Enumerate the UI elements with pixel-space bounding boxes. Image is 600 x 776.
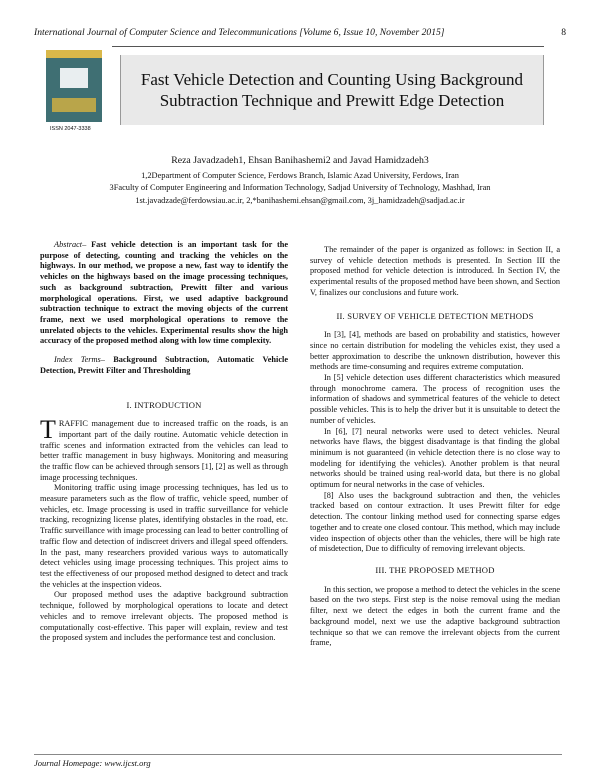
cover-logo-box: [60, 68, 88, 88]
section-heading-proposed: III. THE PROPOSED METHOD: [375, 564, 495, 575]
section-heading-intro: I. INTRODUCTION: [126, 400, 202, 411]
survey-paragraph-3: In [6], [7] neural networks were used to detect vehicles. Neural networks have flaws, the biggest disadvantage is that finding the global minimum is not guaranteed (in vehicle detection there is no close way to modeling for identifying the vehicles). Another problem is that neural networks should be trained using real-world data, but there is no global optimum for neural networks in the case of vehicles.: [310, 426, 560, 490]
intro-paragraph-2: Monitoring traffic using image processing techniques, has led us to measure parameters such as the flow of traffic, vehicle speed, number of vehicles, etc. Image processing is used in traffic surveillance for vehicle tracking, recognizing license plates, identifying obstacles in the road, etc. Traffic surveillance with image processing can lead to better controlling of traffic flow and detection of indiscreet drivers and illegal speed offenders. In the past, many researchers provided various ways to automatically detect vehicles using image processing techniques. This project aims to test the effectiveness of our proposed method designed to detect and track the vehicles at the inspection videos.: [40, 483, 288, 589]
survey-paragraph-2: In [5] vehicle detection uses different characteristics which measured through monochrome camera. The process of recognition uses the information of shadows and symmetrical features of the vehicle to detect possible vehicles. This is to help the driver but it is unsuitable to detect the number of vehicles.: [310, 373, 560, 425]
paper-title: Fast Vehicle Detection and Counting Using Background Subtraction Technique and Prewitt Edge Detection: [140, 70, 524, 110]
index-terms: [40, 355, 288, 376]
affiliation-1: 1,2Department of Computer Science, Ferdows Branch, Islamic Azad University, Ferdows, Iran: [141, 171, 459, 180]
method-paragraph: In this section, we propose a method to detect the vehicles in the scene based on the two steps. First step is the noise removal using the median filter, next we detect the edges in both the current frame and the background model, next we use the adaptive background subtraction technique so that we can remove the irrelevant objects from the current frame,: [310, 584, 560, 648]
abstract-label: Abstract–: [54, 240, 87, 249]
footer-rule: [34, 754, 562, 755]
authors: Reza Javadzadeh1, Ehsan Banihashemi2 and Javad Hamidzadeh3: [171, 155, 429, 166]
index-terms-label: Index Terms–: [54, 355, 105, 365]
affiliation-2: 3Faculty of Computer Engineering and Information Technology, Sadjad University of Technology, Mashhad, Iran: [109, 183, 491, 192]
page-number: 8: [561, 27, 566, 38]
right-column: [310, 245, 560, 649]
organization-paragraph: The remainder of the paper is organized as follows: in Section II, a survey of vehicle detection methods is presented. In Section III the proposed method for vehicle detection is introduced. In Section IV, the experimental results of the proposed method have been shown, and Section V, finalizes our conclusions and future work.: [310, 245, 560, 297]
issn: ISSN 2047-3338: [50, 126, 91, 132]
cover-stripe: [52, 98, 96, 112]
cover-band: [46, 50, 102, 58]
survey-paragraph-4: [8] Also uses the background subtraction and then, the vehicles tracked based on contour extraction. It uses Prewitt filter for edge detection. The contour linking method used for connecting sparse edges together and to create one closed contour. This method, which may include video inspection of objects other than the vehicles, there will be high rate of misdetection, Due to difficulty of removing irrelevant objects.: [310, 490, 560, 554]
left-column: [40, 240, 288, 644]
title-box: [120, 55, 544, 125]
author-emails: 1st.javadzade@ferdowsiau.ac.ir, 2,*banihashemi.ehsan@gmail.com, 3j_hamidzadeh@sadjad.ac.ir: [135, 196, 465, 205]
intro-paragraph-3: Our proposed method uses the adaptive background subtraction technique, followed by morphological operations to locate and detect vehicles and to remove irrelevant objects. The proposed method is computationally cost-effective. This paper will explain, review and test the proposed system and includes the performance test and conclusion.: [40, 590, 288, 643]
abstract-text: Fast vehicle detection is an important task for the purpose of detecting, counting and tracking the vehicles on the highways. In our method, we propose a new, fast way to identify the vehicles on the highways based on the image processing techniques, such as background subtraction, Prewitt filter and various morphological operations. First, we used adaptive background subtraction technique to extract the moving objects of the current frame, next we used morphological operations to remove the unrelated objects to the vehicles. Experimental results show the high accuracy of the proposed method along with low time complexity.: [40, 240, 289, 346]
journal-name: International Journal of Computer Science and Telecommunications [Volume 6, Issue 10, November 2015]: [34, 27, 445, 38]
running-header: [34, 27, 566, 38]
journal-cover-image: [46, 50, 102, 122]
survey-paragraph-1: In [3], [4], methods are based on probability and statistics, however since no certain distribution for modeling the vehicles exist, they used a better approximation to describe the unknown distribution, however this methods are time-consuming and requires extreme computation.: [310, 330, 560, 372]
intro-paragraph-1: [40, 415, 288, 483]
section-heading-survey: II. SURVEY OF VEHICLE DETECTION METHODS: [336, 310, 534, 321]
index-terms-text: Background Subtraction, Automatic Vehicle Detection, Prewitt Filter and Thresholding: [40, 355, 289, 375]
header-rule: [112, 46, 544, 47]
intro-p1-text: RAFFIC management due to increased traffic on the roads, is an important part of the daily routine. Automatic vehicle detection in traffic scenes and information extracted from the vehicles can lead to better traffic management in busy highways. Monitoring and measuring the traffic flow can be achieved through sensors [1], [2] as well as through image processing techniques.: [40, 419, 288, 482]
journal-homepage: Journal Homepage: www.ijcst.org: [34, 758, 151, 768]
drop-cap: T: [40, 415, 56, 445]
abstract: [40, 240, 288, 347]
